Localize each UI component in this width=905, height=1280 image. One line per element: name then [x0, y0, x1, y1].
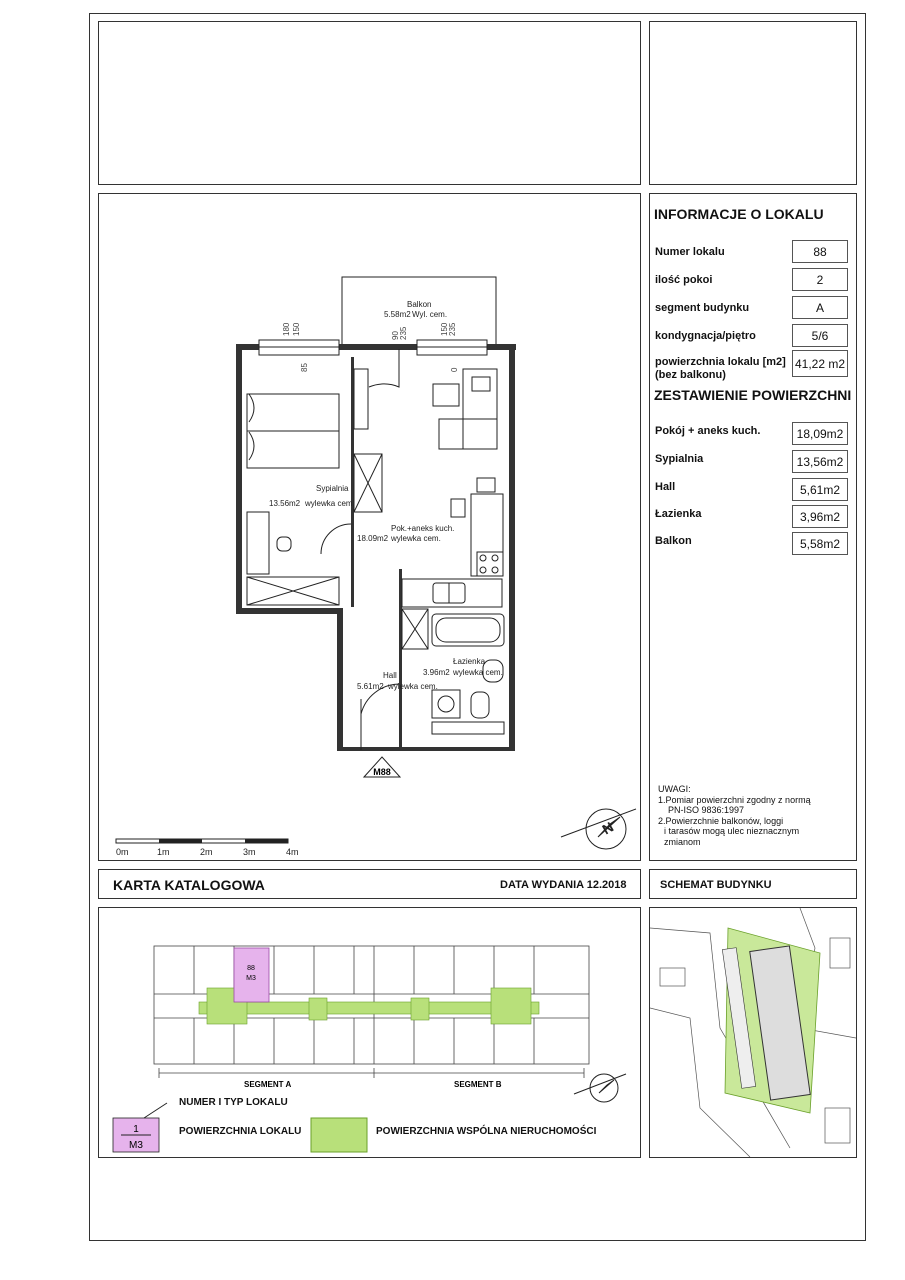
- area-value-hall: 5,61m2: [792, 478, 848, 501]
- pokoj-finish: wylewka cem.: [391, 534, 441, 543]
- pokoj-area: 18.09m2: [357, 534, 389, 543]
- info-value-powierzchnia: 41,22 m2: [792, 350, 848, 377]
- dim-235: 235: [399, 326, 408, 340]
- dim-90: 90: [391, 331, 400, 340]
- area-value-pokoj: 18,09m2: [792, 422, 848, 445]
- balkon-name: Balkon: [407, 300, 432, 309]
- hall-name: Hall: [383, 671, 397, 680]
- dim-150: 150: [292, 322, 301, 336]
- hall-finish: wylewka cem.: [388, 682, 438, 691]
- svg-text:N: N: [599, 818, 617, 838]
- info-value-kondygnacja: 5/6: [792, 324, 848, 347]
- sypialnia-area: 13.56m2: [269, 499, 301, 508]
- legend-symbol-unit: [113, 1103, 167, 1152]
- legend-swatch-common: [311, 1118, 367, 1152]
- legend-pow-lokalu: POWIERZCHNIA LOKALU: [179, 1126, 302, 1137]
- area-label-hall: Hall: [655, 481, 676, 493]
- legend-symbol-number: 1: [133, 1124, 139, 1135]
- catalog-title-bar: [98, 869, 641, 899]
- info-value-pokoi: 2: [792, 268, 848, 291]
- balkon-finish: Wyl. cem.: [412, 310, 448, 319]
- toilet: [471, 692, 489, 718]
- floor-plan-drawing: [99, 194, 640, 860]
- mini-unit-number: 88: [247, 965, 255, 972]
- site-plan-panel: [649, 907, 857, 1158]
- scale-bar: [116, 839, 299, 857]
- mini-unit-type: M3: [246, 975, 256, 982]
- info-label-numer: Numer lokalu: [655, 246, 725, 258]
- header-left-box: [98, 21, 641, 185]
- site-plan-drawing: [650, 908, 856, 1157]
- building-plan-drawing: [99, 908, 640, 1157]
- catalog-title: KARTA KATALOGOWA: [113, 877, 265, 893]
- sypialnia-name: Sypialnia: [316, 484, 349, 493]
- header-right-box: [649, 21, 857, 185]
- schema-title: SCHEMAT BUDYNKU: [660, 879, 772, 891]
- floor-plan-panel: [98, 193, 641, 861]
- area-value-lazienka: 3,96m2: [792, 505, 848, 528]
- legend-pow-wspolna: POWIERZCHNIA WSPÓLNA NIERUCHOMOŚCI: [376, 1126, 597, 1137]
- areas-title: ZESTAWIENIE POWIERZCHNI: [654, 387, 852, 403]
- notes-title: UWAGI:: [658, 784, 691, 794]
- common-area-corridor: [199, 1002, 539, 1014]
- scale-2: 2m: [200, 847, 213, 857]
- legend-symbol-type: M3: [129, 1140, 143, 1151]
- scale-0: 0m: [116, 847, 129, 857]
- info-value-numer: 88: [792, 240, 848, 263]
- schema-title-bar: [649, 869, 857, 899]
- area-label-balkon: Balkon: [655, 535, 692, 547]
- area-value-sypialnia: 13,56m2: [792, 450, 848, 473]
- pokoj-name: Pok.+aneks kuch.: [391, 524, 455, 533]
- lazienka-finish: wylewka cem.: [453, 668, 503, 677]
- notes: [658, 784, 811, 847]
- area-label-lazienka: Łazienka: [655, 508, 702, 520]
- area-value-balkon: 5,58m2: [792, 532, 848, 555]
- info-panel: [649, 193, 857, 861]
- scale-4: 4m: [286, 847, 299, 857]
- info-label-kondygnacja: kondygnacja/piętro: [655, 330, 756, 342]
- notes-line-4: i tarasów mogą ulec nieznacznym: [664, 826, 800, 836]
- issue-date: DATA WYDANIA 12.2018: [500, 879, 627, 891]
- notes-line-3: 2.Powierzchnie balkonów, loggi: [658, 815, 784, 826]
- building-plan-panel: [98, 907, 641, 1158]
- area-label-pokoj: Pokój + aneks kuch.: [655, 425, 761, 437]
- lazienka-name: Łazienka: [453, 657, 486, 666]
- info-title: INFORMACJE O LOKALU: [654, 206, 824, 222]
- unit-tag-label: M88: [373, 767, 391, 777]
- dim-85: 85: [300, 363, 309, 372]
- sypialnia-finish: wylewka cem.: [305, 499, 355, 508]
- scale-3: 3m: [243, 847, 256, 857]
- sofa: [463, 369, 497, 449]
- info-label-powierzchnia-2: (bez balkonu): [655, 369, 726, 381]
- dim-0: 0: [450, 367, 459, 372]
- lazienka-area: 3.96m2: [423, 668, 450, 677]
- notes-line-1: 1.Pomiar powierzchni zgodny z normą: [658, 794, 811, 805]
- info-label-pokoi: ilość pokoi: [655, 274, 713, 286]
- segment-a-label: SEGMENT A: [244, 1080, 292, 1089]
- hall-area: 5.61m2: [357, 682, 384, 691]
- north-arrow-icon: [561, 809, 636, 849]
- dim-235b: 235: [448, 322, 457, 336]
- area-label-sypialnia: Sypialnia: [655, 453, 704, 465]
- info-value-segment: A: [792, 296, 848, 319]
- legend-numer-typ: NUMER I TYP LOKALU: [179, 1097, 288, 1108]
- segment-b-label: SEGMENT B: [454, 1080, 502, 1089]
- balkon-area: 5.58m2: [384, 310, 411, 319]
- dim-150b: 150: [440, 322, 449, 336]
- washing-machine: [432, 690, 460, 718]
- notes-line-2: PN-ISO 9836:1997: [668, 805, 745, 815]
- building-north-arrow-icon: [574, 1074, 626, 1102]
- notes-line-5: zmianom: [664, 836, 701, 847]
- scale-1: 1m: [157, 847, 170, 857]
- dim-180: 180: [282, 322, 291, 336]
- dining-table: [471, 494, 503, 576]
- info-label-segment: segment budynku: [655, 302, 750, 314]
- info-label-powierzchnia: powierzchnia lokalu [m2]: [655, 356, 786, 368]
